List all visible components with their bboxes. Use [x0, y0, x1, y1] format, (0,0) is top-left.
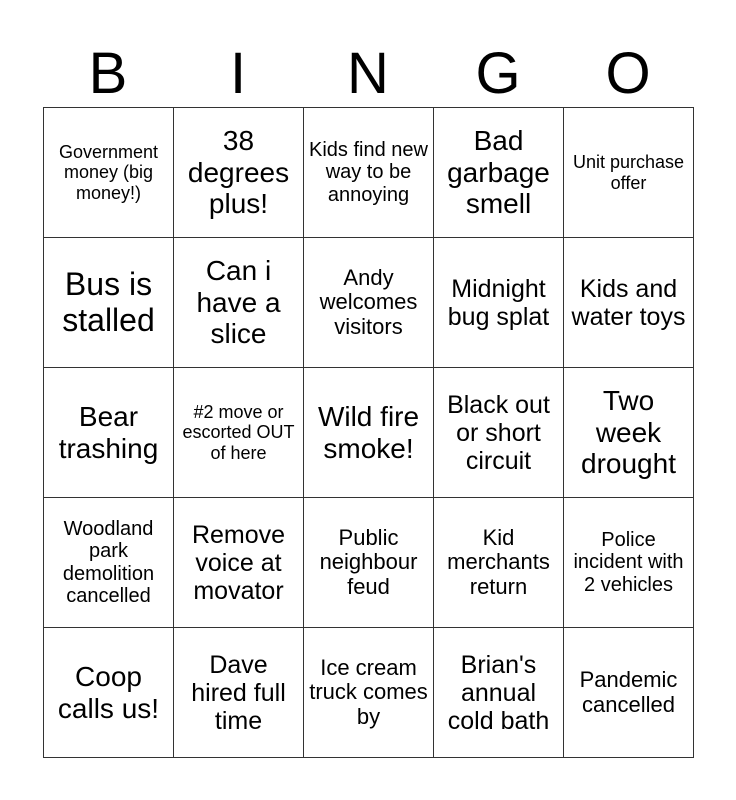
bingo-cell[interactable]: Government money (big money!) — [44, 108, 174, 238]
bingo-cell[interactable]: Kids and water toys — [564, 238, 694, 368]
bingo-cell[interactable]: Ice cream truck comes by — [304, 628, 434, 758]
bingo-cell[interactable]: Can i have a slice — [174, 238, 304, 368]
bingo-cell[interactable]: Bear trashing — [44, 368, 174, 498]
bingo-row-3 — [44, 368, 694, 498]
bingo-row-5 — [44, 628, 694, 758]
bingo-cell[interactable]: Two week drought — [564, 368, 694, 498]
bingo-cell[interactable]: Woodland park demolition cancelled — [44, 498, 174, 628]
bingo-cell[interactable]: 38 degrees plus! — [174, 108, 304, 238]
bingo-cell[interactable]: Unit purchase offer — [564, 108, 694, 238]
bingo-cell[interactable]: Remove voice at movator — [174, 498, 304, 628]
bingo-row-4 — [44, 498, 694, 628]
bingo-cell[interactable]: Black out or short circuit — [434, 368, 564, 498]
header-letter-g: G — [475, 41, 521, 106]
bingo-row-1 — [44, 108, 694, 238]
bingo-cell[interactable]: Midnight bug splat — [434, 238, 564, 368]
header-letter-n: N — [347, 41, 389, 106]
bingo-cell[interactable]: Bad garbage smell — [434, 108, 564, 238]
header-letter-o: O — [605, 41, 651, 106]
bingo-card-grid — [43, 107, 694, 758]
bingo-header — [43, 40, 693, 108]
bingo-cell[interactable]: #2 move or escorted OUT of here — [174, 368, 304, 498]
bingo-cell[interactable]: Dave hired full time — [174, 628, 304, 758]
header-letter-i: I — [229, 41, 247, 106]
header-letter-b: B — [88, 41, 128, 106]
bingo-cell[interactable]: Police incident with 2 vehicles — [564, 498, 694, 628]
bingo-cell[interactable]: Public neighbour feud — [304, 498, 434, 628]
bingo-cell[interactable]: Andy welcomes visitors — [304, 238, 434, 368]
bingo-cell[interactable]: Kid merchants return — [434, 498, 564, 628]
bingo-row-2 — [44, 238, 694, 368]
bingo-cell[interactable]: Brian's annual cold bath — [434, 628, 564, 758]
bingo-cell[interactable]: Wild fire smoke! — [304, 368, 434, 498]
bingo-cell[interactable]: Bus is stalled — [44, 238, 174, 368]
bingo-cell[interactable]: Pandemic cancelled — [564, 628, 694, 758]
bingo-cell[interactable]: Coop calls us! — [44, 628, 174, 758]
bingo-cell[interactable]: Kids find new way to be annoying — [304, 108, 434, 238]
